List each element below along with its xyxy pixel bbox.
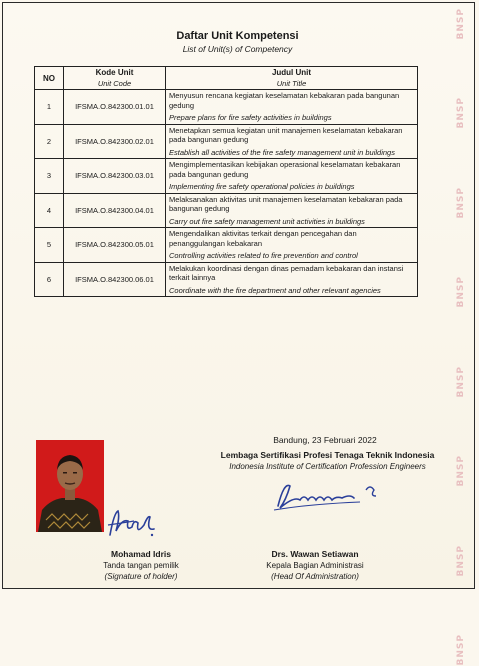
unit-no: 5 bbox=[35, 228, 64, 263]
unit-no: 6 bbox=[35, 262, 64, 297]
holder-photo bbox=[36, 440, 104, 532]
table-row bbox=[35, 90, 418, 125]
unit-title-id: Menetapkan semua kegiatan unit manajemen keselamatan kebakaran pada bangunan gedung bbox=[169, 125, 403, 144]
unit-code: IFSMA.O.842300.04.01 bbox=[64, 193, 166, 228]
watermark-text: BNSP bbox=[456, 634, 466, 666]
unit-no: 1 bbox=[35, 90, 64, 125]
table-row bbox=[35, 262, 418, 297]
unit-no: 2 bbox=[35, 124, 64, 159]
admin-role-en: (Head Of Administration) bbox=[271, 572, 359, 581]
unit-title-id: Mengendalikan aktivitas terkait dengan pencegahan dan penanggulangan kebakaran bbox=[169, 229, 357, 248]
place-date: Bandung, 23 Februari 2022 bbox=[273, 435, 377, 445]
unit-title-en: Prepare plans for fire safety activities in buildings bbox=[169, 113, 332, 122]
unit-title-id: Melaksanakan aktivitas unit manajemen keselamatan kebakaran pada bangunan gedung bbox=[169, 194, 403, 213]
unit-title bbox=[166, 228, 418, 263]
table-row bbox=[35, 159, 418, 194]
unit-no: 3 bbox=[35, 159, 64, 194]
unit-code: IFSMA.O.842300.01.01 bbox=[64, 90, 166, 125]
unit-title-en: Controlling activities related to fire prevention and control bbox=[169, 251, 358, 260]
unit-title-id: Melakukan koordinasi dengan dinas pemadam kebakaran dan instansi terkait lainnya bbox=[169, 263, 404, 282]
page-title: Daftar Unit Kompetensi bbox=[176, 30, 299, 42]
header-title: Judul Unit Unit Title bbox=[166, 67, 418, 90]
unit-title bbox=[166, 124, 418, 159]
unit-title-id: Menyusun rencana kegiatan keselamatan kebakaran pada bangunan gedung bbox=[169, 91, 400, 110]
unit-code: IFSMA.O.842300.02.01 bbox=[64, 124, 166, 159]
holder-portrait bbox=[36, 440, 104, 532]
unit-no: 4 bbox=[35, 193, 64, 228]
institution-name-en: Indonesia Institute of Certification Profession Engineers bbox=[229, 462, 426, 471]
unit-title bbox=[166, 159, 418, 194]
header-code: Kode Unit Unit Code bbox=[64, 67, 166, 90]
watermark-text: BNSP bbox=[456, 455, 466, 487]
institution-name: Lembaga Sertifikasi Profesi Tenaga Teknik Indonesia bbox=[220, 450, 435, 460]
unit-title-en: Carry out fire safety management unit activities in buildings bbox=[169, 216, 365, 226]
holder-signature bbox=[104, 505, 164, 550]
watermark-text: BNSP bbox=[456, 8, 466, 40]
table-row bbox=[35, 193, 418, 228]
unit-code: IFSMA.O.842300.03.01 bbox=[64, 159, 166, 194]
admin-signature bbox=[270, 478, 390, 523]
header-code-en: Unit Code bbox=[97, 79, 132, 88]
competency-units-table bbox=[34, 66, 418, 297]
table-row bbox=[35, 228, 418, 263]
header-no: NO bbox=[35, 67, 64, 90]
unit-title-en: Establish all activities of the fire safety management unit in buildings bbox=[169, 147, 395, 157]
holder-role-en: (Signature of holder) bbox=[104, 572, 178, 581]
unit-title-en: Coordinate with the fire department and other relevant agencies bbox=[169, 285, 381, 295]
unit-code: IFSMA.O.842300.05.01 bbox=[64, 228, 166, 263]
admin-role: Kepala Bagian Administrasi bbox=[266, 561, 364, 570]
watermark-text: BNSP bbox=[456, 186, 466, 219]
unit-title bbox=[166, 90, 418, 125]
unit-code: IFSMA.O.842300.06.01 bbox=[64, 262, 166, 297]
watermark-text: BNSP bbox=[456, 276, 466, 308]
holder-role: Tanda tangan pemilik bbox=[103, 561, 179, 570]
watermark-text: BNSP bbox=[456, 365, 466, 398]
bnsp-watermark bbox=[453, 8, 469, 666]
watermark-text: BNSP bbox=[456, 97, 466, 129]
table-row bbox=[35, 124, 418, 159]
watermark-text: BNSP bbox=[456, 544, 466, 577]
page-subtitle: List of Unit(s) of Competency bbox=[182, 44, 293, 54]
unit-title-en: Implementing fire safety operational policies in buildings bbox=[169, 182, 355, 191]
unit-title-id: Mengimplementasikan kebijakan operasional keselamatan kebakaran pada bangunan gedung bbox=[169, 160, 401, 179]
header-title-en: Unit Title bbox=[276, 79, 307, 88]
table-header-row bbox=[35, 67, 418, 90]
holder-name: Mohamad Idris bbox=[111, 549, 171, 559]
unit-title bbox=[166, 262, 418, 297]
admin-name: Drs. Wawan Setiawan bbox=[271, 549, 359, 559]
unit-title bbox=[166, 193, 418, 228]
